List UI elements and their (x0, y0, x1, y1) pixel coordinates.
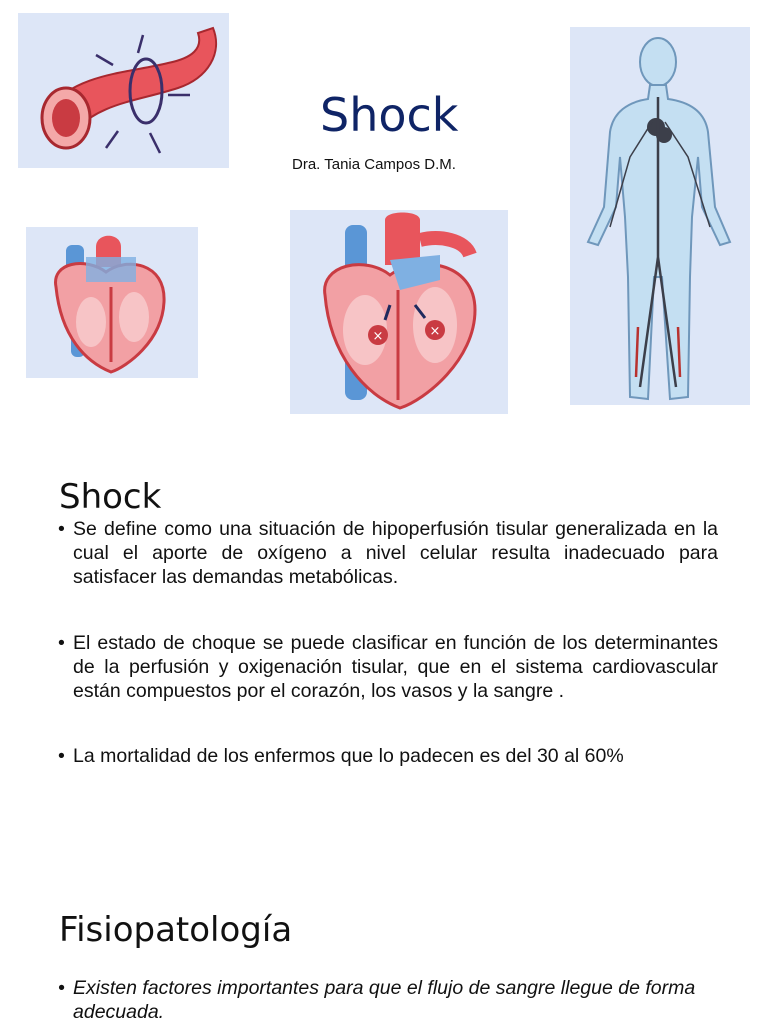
page-title: Shock (320, 88, 459, 142)
heart-icon (26, 227, 198, 378)
section-title-shock: Shock (59, 477, 162, 517)
heart-small-image (26, 227, 198, 378)
bullet-item: • Se define como una situación de hipoperfusión tisular generalizada en la cual el aporte de oxígeno a nivel celular resulta inadecuado para satisfacer las demandas metabólicas. (58, 517, 718, 589)
author-name: Dra. Tania Campos D.M. (292, 156, 456, 173)
bullet-item: • La mortalidad de los enfermos que lo padecen es del 30 al 60% (58, 744, 718, 768)
heart-valves-image (290, 210, 508, 414)
section-title-fisiopatologia: Fisiopatología (59, 910, 293, 950)
blood-vessel-icon (18, 13, 229, 168)
svg-text:×: × (372, 329, 384, 344)
blood-vessel-image (18, 13, 229, 168)
svg-text:×: × (429, 324, 441, 339)
human-body-icon (570, 27, 750, 405)
bullet-item: • El estado de choque se puede clasificar en función de los determinantes de la perfusión y oxigenación tisular, que en el sistema cardiovascular están compuestos por el corazón, los vasos y la sangre . (58, 631, 718, 703)
human-body-image (570, 27, 750, 405)
bullet-item: • Existen factores importantes para que el flujo de sangre llegue de forma adecuada. (58, 976, 738, 1024)
heart-valves-icon (290, 210, 508, 414)
